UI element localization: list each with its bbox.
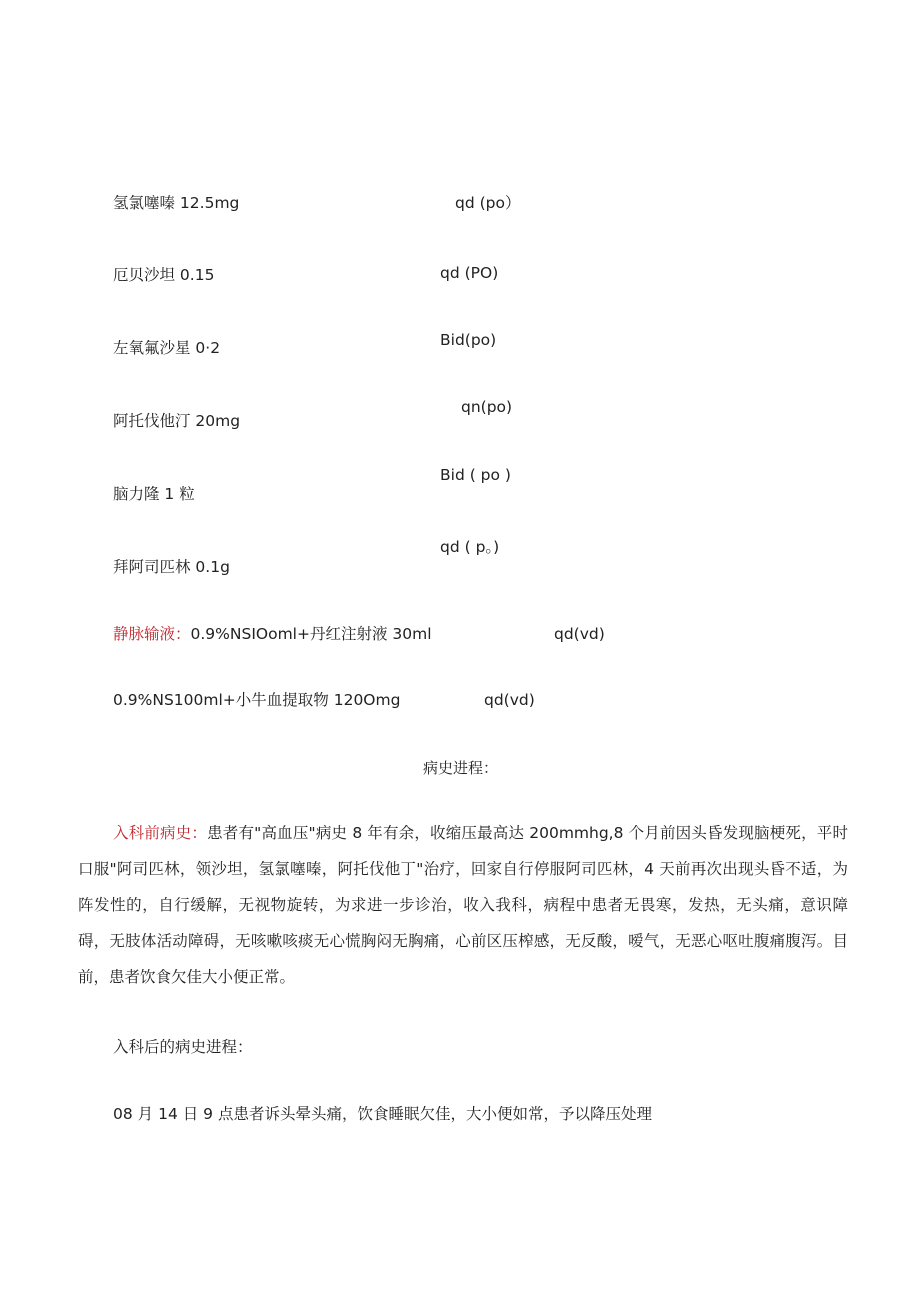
iv-line-1 [113, 624, 432, 644]
iv-line-2-text: 0.9%NS100ml+小牛血提取物 120Omg [113, 691, 401, 709]
med-name-6: 拜阿司匹林 0.1g [113, 558, 230, 576]
med-name-5: 脑力隆 1 粒 [113, 485, 195, 503]
med-freq-1: qd (po） [455, 194, 521, 212]
med-name-4: 阿托伐他汀 20mg [113, 412, 241, 430]
med-name-1: 氢氯噻嗪 12.5mg [113, 194, 240, 212]
entry-0814: 08 月 14 日 9 点患者诉头晕头痛，饮食睡眠欠佳，大小便如常，予以降压处理 [113, 1105, 652, 1123]
med-name-2: 厄贝沙坦 0.15 [113, 266, 215, 284]
med-freq-6: qd ( p。) [440, 538, 500, 556]
section-title: 病史进程： [423, 759, 499, 777]
pre-admission-paragraph [78, 815, 848, 995]
med-name-3: 左氧氟沙星 0·2 [113, 339, 221, 357]
iv-label: 静脉输液： [113, 625, 191, 643]
med-freq-4: qn(po) [461, 398, 513, 416]
iv-line-2-freq: qd(vd) [484, 691, 535, 709]
pre-admission-text: 患者有"高血压"病史 8 年有余，收缩压最高达 200mmhg,8 个月前因头昏发现脑梗死，平时口服"阿司匹林，领沙坦，氢氯噻嗪，阿托伐他丁"治疗，回家自行停服阿司匹林，4 天前再次出现头昏不适，为阵发性的，自行缓解，无视物旋转，为求进一步诊治，收入我科，病程中患者无畏寒，发热，无头痛，意识障碍，无肢体活动障碍，无咳嗽咳痰无心慌胸闷无胸痛，心前区压榨感，无反酸，嗳气，无恶心呕吐腹痛腹泻。目前，患者饮食欠佳大小便正常。 [78, 824, 848, 986]
iv-line-1-text: 0.9%NSIOoml+丹红注射液 30ml [190, 625, 432, 643]
med-freq-3: Bid(po) [440, 331, 497, 349]
med-freq-2: qd (PO) [440, 264, 499, 282]
iv-line-1-freq: qd(vd) [554, 625, 605, 643]
med-freq-5: Bid ( po ) [440, 466, 511, 484]
post-admission-title: 入科后的病史进程： [113, 1038, 253, 1056]
pre-admission-label: 入科前病史： [113, 824, 208, 842]
